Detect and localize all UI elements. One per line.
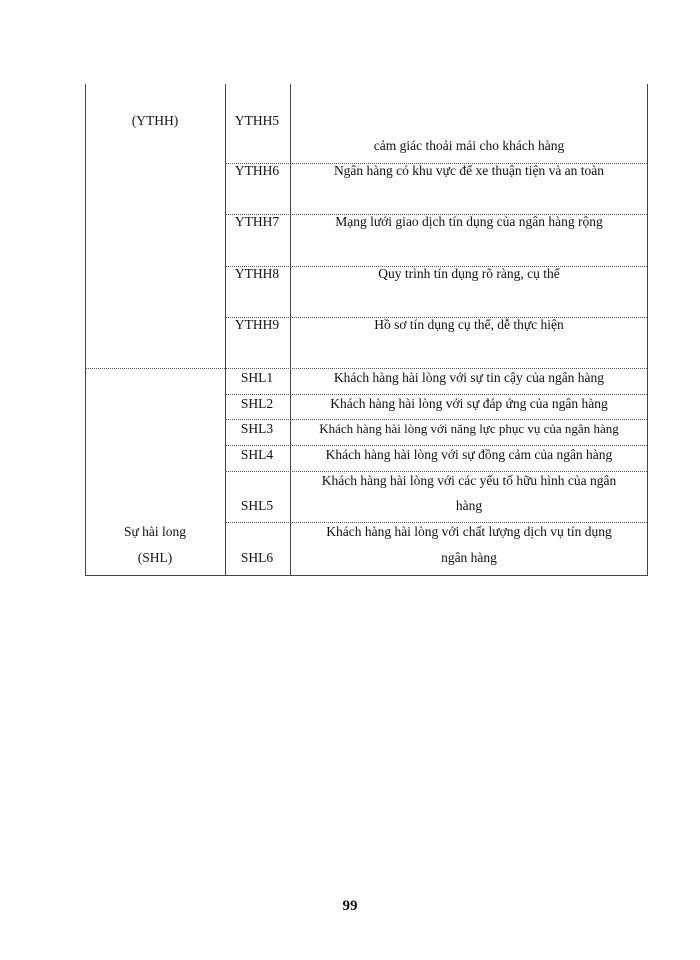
table-border-right [647,84,648,576]
table-cell-description: Ngân hàng có khu vực để xe thuận tiện và an toàn [333,163,605,178]
table-cell-description: Khách hàng hài lòng với năng lực phục vụ của ngân hàng [319,421,619,436]
table-cell-code: SHL6 [240,550,274,565]
table-cell-code: SHL3 [240,421,274,436]
table-cell-description: Khách hàng hài lòng với các yếu tố hữu hình của ngân [321,473,617,488]
row-divider [225,445,647,446]
table-cell-code: YTHH9 [234,317,280,332]
table-cell-code: SHL2 [240,396,274,411]
table-cell-description: Khách hàng hài lòng với sự tin cậy của ngân hàng [333,370,605,385]
table-cell-code: SHL5 [240,498,274,513]
row-divider [225,522,647,523]
table-cell-description: Khách hàng hài lòng với sự đáp ứng của ngân hàng [330,396,608,411]
table-cell-description: Khách hàng hài lòng với chất lượng dịch vụ tín dụng [326,524,612,539]
table-cell-description: Khách hàng hài lòng với sự đồng cảm của ngân hàng [325,447,613,462]
table-cell-code: YTHH6 [234,163,280,178]
table-cell-description: Hồ sơ tín dụng cụ thể, dễ thực hiện [374,317,564,332]
group-divider [85,368,647,369]
table-border-bottom [85,575,648,576]
table-cell-code: YTHH5 [234,113,280,128]
table-border-left [85,84,86,576]
table-cell-description: cảm giác thoải mái cho khách hàng [373,138,565,153]
group-label-ythh: (YTHH) [131,113,179,128]
table-cell-description-continued: hàng [455,498,483,513]
row-divider [225,471,647,472]
table-cell-code: YTHH8 [234,266,280,281]
group-name-shl: Sự hài long [123,524,187,539]
table-cell-description-continued: ngân hàng [441,550,497,565]
row-divider [225,394,647,395]
table-cell-code: SHL1 [240,370,274,385]
page-number: 99 [342,898,358,914]
table-cell-code: YTHH7 [234,214,280,229]
group-label-shl: (SHL) [137,550,173,565]
table-cell-code: SHL4 [240,447,274,462]
table-cell-description: Quy trình tín dụng rõ ràng, cụ thể [378,266,560,281]
row-divider [225,419,647,420]
table-cell-description: Mạng lưới giao dịch tín dụng của ngân hàng rộng [335,214,603,229]
